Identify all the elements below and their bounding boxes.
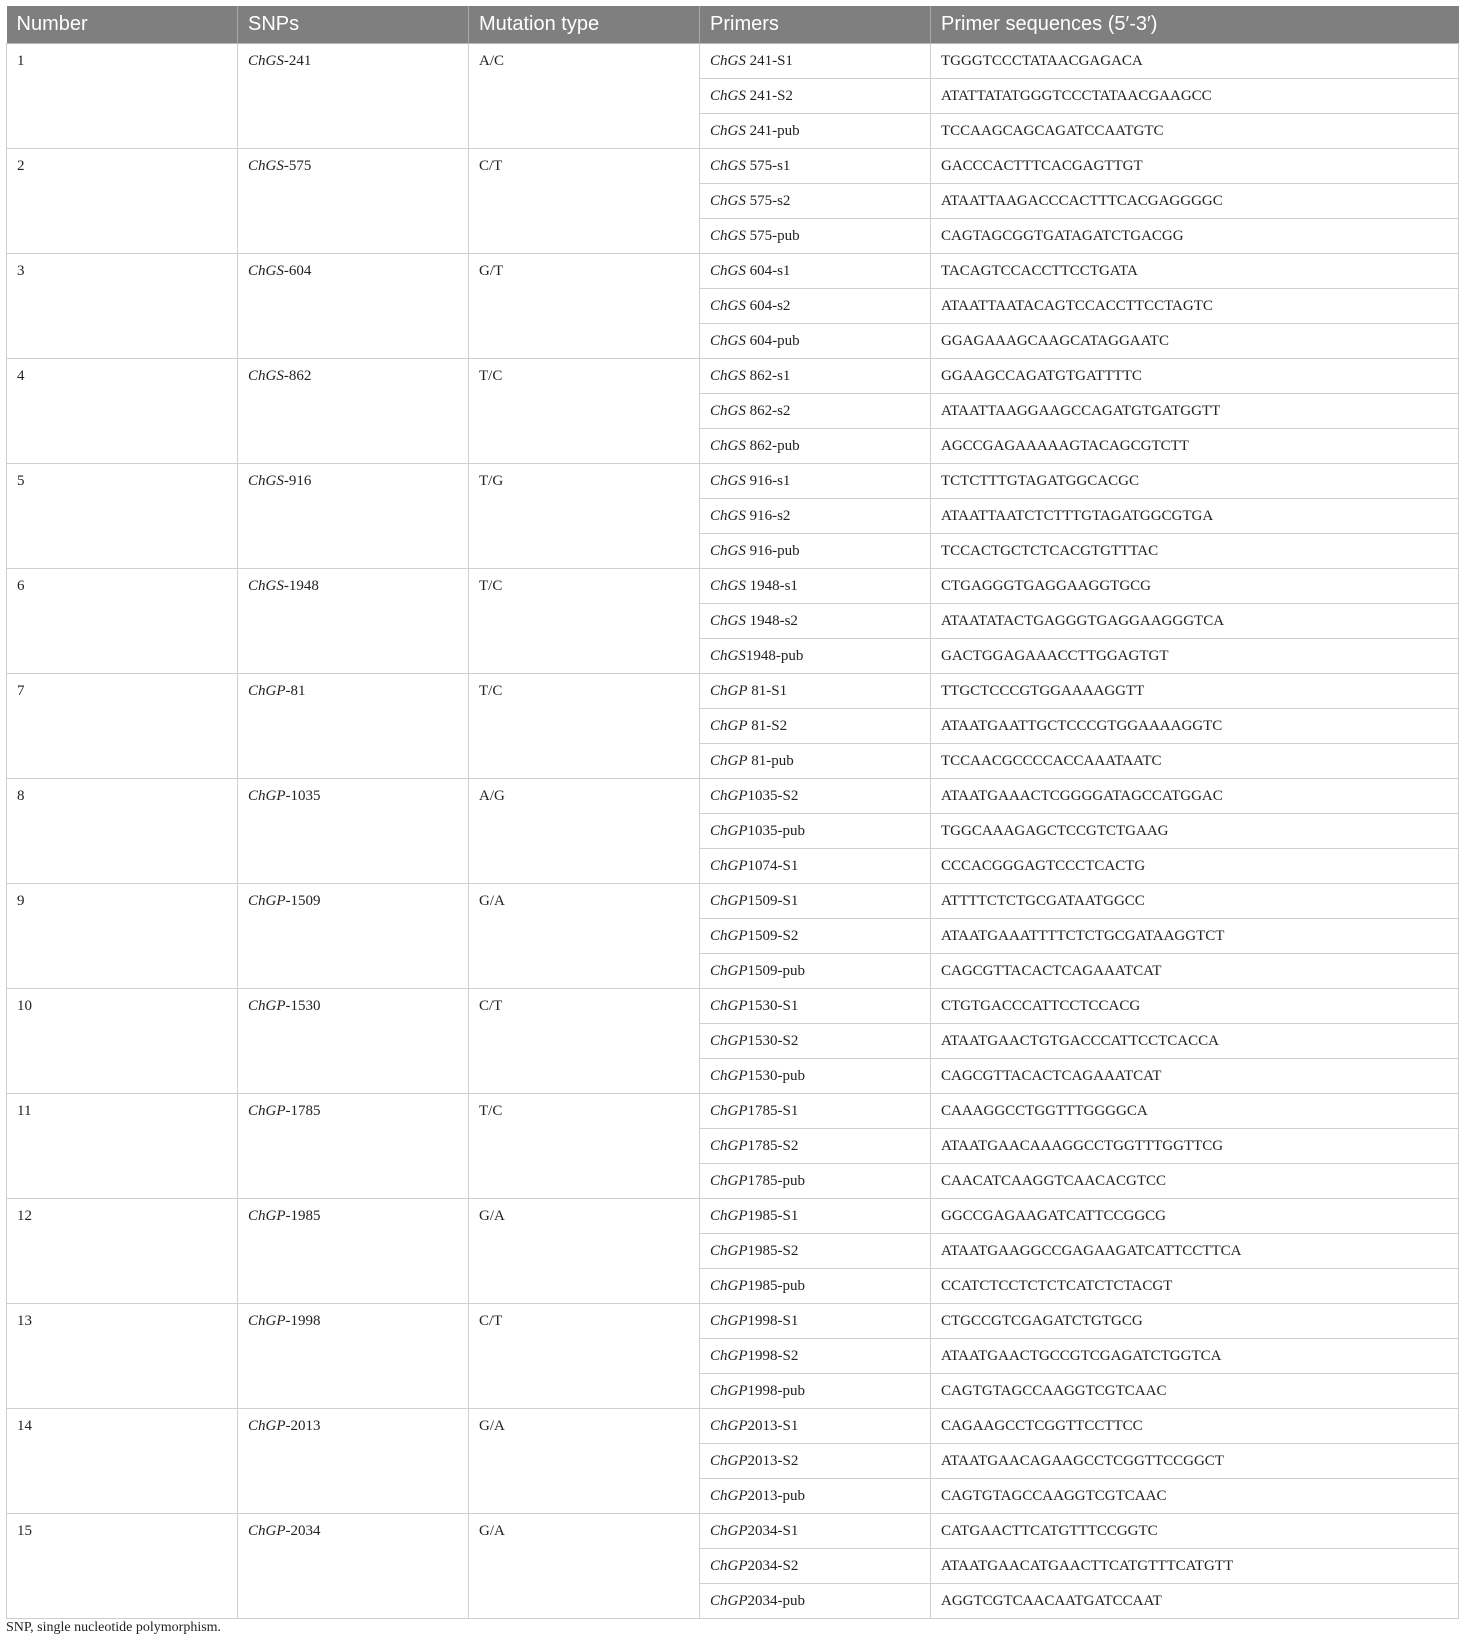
snp-gene-italic: ChGP (248, 1208, 286, 1224)
cell-mutation-type: G/A (469, 1199, 700, 1304)
primer-suffix: 2034-S1 (747, 1522, 799, 1539)
table-footnote: SNP, single nucleotide polymorphism. (6, 1620, 222, 1635)
table-row (7, 1304, 1459, 1339)
header-snps: SNPs (238, 6, 469, 44)
cell-primer-name (700, 149, 931, 184)
cell-primer-name (700, 1199, 931, 1234)
cell-mutation-type: C/T (469, 989, 700, 1094)
primer-suffix: 1509-S1 (747, 892, 799, 909)
primer-gene-italic: ChGP (710, 1417, 748, 1434)
cell-primer-name (700, 569, 931, 604)
cell-primer-name (700, 429, 931, 464)
primer-gene-italic: ChGP (710, 1102, 748, 1119)
cell-primer-sequence: ATTTTCTCTGCGATAATGGCC (931, 884, 1459, 919)
snp-position: -81 (285, 683, 306, 699)
cell-primer-name (700, 1304, 931, 1339)
cell-primer-name (700, 1269, 931, 1304)
primer-gene-italic: ChGS (710, 402, 746, 419)
primer-gene-italic: ChGS (710, 52, 746, 69)
primer-gene-italic: ChGP (710, 997, 748, 1014)
primer-suffix: 1948-s2 (745, 612, 798, 629)
cell-primer-name (700, 1059, 931, 1094)
primer-gene-italic: ChGP (710, 1207, 748, 1224)
cell-primer-sequence: CTGAGGGTGAGGAAGGTGCG (931, 569, 1459, 604)
primer-suffix: 1985-pub (747, 1277, 805, 1294)
cell-number: 12 (7, 1199, 238, 1304)
cell-primer-name (700, 849, 931, 884)
primer-suffix: 862-s1 (745, 367, 791, 384)
primer-gene-italic: ChGS (710, 122, 746, 139)
cell-primer-sequence: TACAGTCCACCTTCCTGATA (931, 254, 1459, 289)
cell-primer-sequence: ATATTATATGGGTCCCTATAACGAAGCC (931, 79, 1459, 114)
primer-gene-italic: ChGS (710, 262, 746, 279)
cell-primer-name (700, 1409, 931, 1444)
cell-number: 9 (7, 884, 238, 989)
cell-primer-name (700, 394, 931, 429)
cell-snp (238, 674, 469, 779)
snp-position: -2013 (285, 1418, 321, 1434)
cell-primer-name (700, 1024, 931, 1059)
cell-primer-sequence: TCTCTTTGTAGATGGCACGC (931, 464, 1459, 499)
cell-snp (238, 1514, 469, 1619)
cell-primer-sequence: CAGCGTTACACTCAGAAATCAT (931, 954, 1459, 989)
primer-suffix: 81-S1 (747, 682, 788, 699)
snp-primer-table (6, 6, 1459, 1619)
table-row (7, 569, 1459, 604)
primer-suffix: 81-pub (747, 752, 794, 769)
primer-gene-italic: ChGS (710, 542, 746, 559)
cell-mutation-type: T/C (469, 569, 700, 674)
cell-primer-sequence: ATAATATACTGAGGGTGAGGAAGGGTCA (931, 604, 1459, 639)
cell-primer-name (700, 814, 931, 849)
cell-primer-sequence: ATAATTAAGGAAGCCAGATGTGATGGTT (931, 394, 1459, 429)
cell-primer-sequence: GGCCGAGAAGATCATTCCGGCG (931, 1199, 1459, 1234)
primer-gene-italic: ChGP (710, 1452, 748, 1469)
cell-primer-sequence: CCATCTCCTCTCTCATCTCTACGT (931, 1269, 1459, 1304)
primer-suffix: 241-pub (745, 122, 800, 139)
primer-suffix: 241-S1 (745, 52, 793, 69)
primer-suffix: 81-S2 (747, 717, 788, 734)
snp-position: -1530 (285, 998, 321, 1014)
cell-mutation-type: G/A (469, 1514, 700, 1619)
cell-snp (238, 44, 469, 149)
primer-suffix: 1530-S1 (747, 997, 799, 1014)
cell-primer-name (700, 604, 931, 639)
cell-primer-sequence: CAACATCAAGGTCAACACGTCC (931, 1164, 1459, 1199)
primer-gene-italic: ChGS (710, 367, 746, 384)
table-row (7, 44, 1459, 79)
cell-primer-sequence: CCCACGGGAGTCCCTCACTG (931, 849, 1459, 884)
primer-suffix: 241-S2 (745, 87, 793, 104)
cell-mutation-type: C/T (469, 149, 700, 254)
primer-suffix: 916-s1 (745, 472, 791, 489)
cell-primer-name (700, 919, 931, 954)
primer-gene-italic: ChGP (710, 857, 748, 874)
cell-number: 2 (7, 149, 238, 254)
cell-primer-name (700, 1514, 931, 1549)
cell-primer-sequence: CAGCGTTACACTCAGAAATCAT (931, 1059, 1459, 1094)
cell-primer-name (700, 884, 931, 919)
snp-position: -1509 (285, 893, 321, 909)
snp-gene-italic: ChGS (248, 263, 284, 279)
cell-primer-name (700, 44, 931, 79)
cell-primer-sequence: TGGCAAAGAGCTCCGTCTGAAG (931, 814, 1459, 849)
primer-suffix: 2034-S2 (747, 1557, 799, 1574)
primer-suffix: 1785-S2 (747, 1137, 799, 1154)
primer-suffix: 1530-S2 (747, 1032, 799, 1049)
primer-suffix: 1785-pub (747, 1172, 805, 1189)
cell-snp (238, 1094, 469, 1199)
cell-snp (238, 779, 469, 884)
cell-number: 8 (7, 779, 238, 884)
cell-primer-sequence: AGCCGAGAAAAAGTACAGCGTCTT (931, 429, 1459, 464)
primer-gene-italic: ChGP (710, 682, 748, 699)
cell-primer-name (700, 1129, 931, 1164)
primer-suffix: 575-s2 (745, 192, 791, 209)
primer-gene-italic: ChGP (710, 1137, 748, 1154)
cell-number: 15 (7, 1514, 238, 1619)
primer-suffix: 916-s2 (745, 507, 791, 524)
cell-primer-sequence: TGGGTCCCTATAACGAGACA (931, 44, 1459, 79)
primer-gene-italic: ChGS (710, 507, 746, 524)
cell-primer-sequence: ATAATTAAGACCCACTTTCACGAGGGGC (931, 184, 1459, 219)
header-mutation-type: Mutation type (469, 6, 700, 44)
cell-number: 10 (7, 989, 238, 1094)
cell-mutation-type: T/C (469, 674, 700, 779)
cell-primer-sequence: ATAATGAACAAAGGCCTGGTTTGGTTCG (931, 1129, 1459, 1164)
cell-snp (238, 1199, 469, 1304)
primer-gene-italic: ChGP (710, 962, 748, 979)
cell-primer-sequence: TCCACTGCTCTCACGTGTTTAC (931, 534, 1459, 569)
snp-gene-italic: ChGS (248, 53, 284, 69)
primer-suffix: 1998-S2 (747, 1347, 799, 1364)
primer-suffix: 1998-S1 (747, 1312, 799, 1329)
cell-primer-name (700, 534, 931, 569)
cell-primer-name (700, 254, 931, 289)
primer-gene-italic: ChGP (710, 1172, 748, 1189)
cell-primer-sequence: GACCCACTTTCACGAGTTGT (931, 149, 1459, 184)
snp-position: -1785 (285, 1103, 321, 1119)
cell-number: 3 (7, 254, 238, 359)
snp-position: -604 (283, 263, 312, 279)
primer-gene-italic: ChGP (710, 717, 748, 734)
cell-snp (238, 1409, 469, 1514)
cell-primer-sequence: CTGCCGTCGAGATCTGTGCG (931, 1304, 1459, 1339)
primer-gene-italic: ChGS (710, 437, 746, 454)
table-row (7, 149, 1459, 184)
primer-suffix: 1035-pub (747, 822, 805, 839)
primer-suffix: 1530-pub (747, 1067, 805, 1084)
cell-primer-sequence: TCCAAGCAGCAGATCCAATGTC (931, 114, 1459, 149)
primer-gene-italic: ChGP (710, 1592, 748, 1609)
primer-gene-italic: ChGP (710, 1487, 748, 1504)
cell-primer-name (700, 744, 931, 779)
cell-primer-name (700, 1444, 931, 1479)
cell-snp (238, 569, 469, 674)
primer-suffix: 575-pub (745, 227, 800, 244)
cell-primer-sequence: CAGTAGCGGTGATAGATCTGACGG (931, 219, 1459, 254)
cell-primer-name (700, 709, 931, 744)
primer-suffix: 1985-S2 (747, 1242, 799, 1259)
primer-suffix: 862-s2 (745, 402, 791, 419)
cell-number: 13 (7, 1304, 238, 1409)
primer-gene-italic: ChGP (710, 1347, 748, 1364)
cell-primer-sequence: CTGTGACCCATTCCTCCACG (931, 989, 1459, 1024)
primer-gene-italic: ChGP (710, 787, 748, 804)
primer-gene-italic: ChGP (710, 822, 748, 839)
cell-primer-name (700, 1549, 931, 1584)
primer-suffix: 604-pub (745, 332, 800, 349)
snp-position: -916 (283, 473, 312, 489)
snp-gene-italic: ChGP (248, 1103, 286, 1119)
cell-primer-sequence: TCCAACGCCCCACCAAATAATC (931, 744, 1459, 779)
table-row (7, 779, 1459, 814)
cell-snp (238, 464, 469, 569)
primer-suffix: 1998-pub (747, 1382, 805, 1399)
cell-primer-sequence: ATAATGAACTGTGACCCATTCCTCACCA (931, 1024, 1459, 1059)
table-row (7, 1094, 1459, 1129)
cell-primer-sequence: ATAATTAATCTCTTTGTAGATGGCGTGA (931, 499, 1459, 534)
table-row (7, 1409, 1459, 1444)
cell-mutation-type: G/A (469, 884, 700, 989)
snp-gene-italic: ChGP (248, 683, 286, 699)
table-header (7, 6, 1459, 44)
primer-suffix: 1035-S2 (747, 787, 799, 804)
cell-primer-sequence: ATAATGAACTGCCGTCGAGATCTGGTCA (931, 1339, 1459, 1374)
cell-number: 4 (7, 359, 238, 464)
primer-gene-italic: ChGP (710, 1277, 748, 1294)
cell-primer-sequence: TTGCTCCCGTGGAAAAGGTT (931, 674, 1459, 709)
cell-primer-sequence: GGAAGCCAGATGTGATTTTC (931, 359, 1459, 394)
cell-primer-name (700, 639, 931, 674)
cell-primer-name (700, 359, 931, 394)
snp-position: -1998 (285, 1313, 321, 1329)
table-row (7, 989, 1459, 1024)
primer-gene-italic: ChGS (710, 227, 746, 244)
table-body (7, 44, 1459, 1619)
cell-primer-sequence: ATAATGAACAGAAGCCTCGGTTCCGGCT (931, 1444, 1459, 1479)
table-row (7, 674, 1459, 709)
cell-primer-name (700, 779, 931, 814)
cell-primer-sequence: CAGTGTAGCCAAGGTCGTCAAC (931, 1374, 1459, 1409)
cell-primer-name (700, 219, 931, 254)
header-primer-sequences: Primer sequences (5′-3′) (931, 6, 1459, 44)
table-row (7, 359, 1459, 394)
cell-primer-sequence: ATAATGAAACTCGGGGATAGCCATGGAC (931, 779, 1459, 814)
cell-number: 7 (7, 674, 238, 779)
snp-gene-italic: ChGS (248, 578, 284, 594)
table-row (7, 254, 1459, 289)
cell-mutation-type: C/T (469, 1304, 700, 1409)
cell-snp (238, 149, 469, 254)
cell-primer-sequence: GACTGGAGAAACCTTGGAGTGT (931, 639, 1459, 674)
cell-mutation-type: A/C (469, 44, 700, 149)
cell-primer-name (700, 1164, 931, 1199)
cell-primer-sequence: ATAATGAAATTTTCTCTGCGATAAGGTCT (931, 919, 1459, 954)
cell-mutation-type: G/A (469, 1409, 700, 1514)
table-row (7, 1199, 1459, 1234)
primer-suffix: 916-pub (745, 542, 800, 559)
primer-suffix: 1509-S2 (747, 927, 799, 944)
primer-gene-italic: ChGS (710, 87, 746, 104)
cell-snp (238, 989, 469, 1094)
primer-gene-italic: ChGP (710, 1312, 748, 1329)
table-row (7, 464, 1459, 499)
snp-gene-italic: ChGP (248, 788, 286, 804)
snp-gene-italic: ChGP (248, 1418, 286, 1434)
primer-suffix: 1985-S1 (747, 1207, 799, 1224)
primer-suffix: 862-pub (745, 437, 800, 454)
primer-gene-italic: ChGS (710, 577, 746, 594)
primer-suffix: 2013-S1 (747, 1417, 799, 1434)
primer-suffix: 1785-S1 (747, 1102, 799, 1119)
primer-gene-italic: ChGP (710, 1382, 748, 1399)
cell-primer-name (700, 1479, 931, 1514)
cell-primer-sequence: CAGTGTAGCCAAGGTCGTCAAC (931, 1479, 1459, 1514)
cell-number: 11 (7, 1094, 238, 1199)
cell-mutation-type: T/G (469, 464, 700, 569)
primer-suffix: 1948-pub (745, 647, 804, 664)
primer-gene-italic: ChGS (710, 157, 746, 174)
primer-suffix: 1509-pub (747, 962, 805, 979)
cell-number: 14 (7, 1409, 238, 1514)
cell-primer-sequence: ATAATGAAGGCCGAGAAGATCATTCCTTCA (931, 1234, 1459, 1269)
snp-position: -2034 (285, 1523, 321, 1539)
primer-gene-italic: ChGP (710, 1032, 748, 1049)
snp-position: -575 (283, 158, 312, 174)
cell-primer-sequence: CATGAACTTCATGTTTCCGGTC (931, 1514, 1459, 1549)
primer-gene-italic: ChGS (710, 472, 746, 489)
cell-mutation-type: T/C (469, 1094, 700, 1199)
snp-gene-italic: ChGP (248, 1523, 286, 1539)
primer-gene-italic: ChGS (710, 332, 746, 349)
table-container (6, 6, 1458, 1619)
primer-gene-italic: ChGS (710, 297, 746, 314)
cell-mutation-type: G/T (469, 254, 700, 359)
primer-gene-italic: ChGP (710, 752, 748, 769)
cell-snp (238, 1304, 469, 1409)
primer-suffix: 604-s1 (745, 262, 791, 279)
table-row (7, 1514, 1459, 1549)
primer-suffix: 2034-pub (747, 1592, 805, 1609)
cell-mutation-type: A/G (469, 779, 700, 884)
primer-gene-italic: ChGS (710, 612, 746, 629)
primer-suffix: 1948-s1 (745, 577, 798, 594)
primer-gene-italic: ChGP (710, 892, 748, 909)
cell-primer-name (700, 114, 931, 149)
table-row (7, 884, 1459, 919)
cell-number: 1 (7, 44, 238, 149)
snp-gene-italic: ChGP (248, 1313, 286, 1329)
cell-primer-name (700, 674, 931, 709)
snp-position: -241 (283, 53, 312, 69)
cell-primer-name (700, 1094, 931, 1129)
cell-primer-name (700, 79, 931, 114)
cell-snp (238, 359, 469, 464)
primer-gene-italic: ChGP (710, 1242, 748, 1259)
snp-gene-italic: ChGP (248, 893, 286, 909)
header-row (7, 6, 1459, 44)
cell-primer-name (700, 184, 931, 219)
primer-suffix: 1074-S1 (747, 857, 799, 874)
cell-primer-name (700, 464, 931, 499)
snp-gene-italic: ChGP (248, 998, 286, 1014)
cell-primer-sequence: ATAATGAACATGAACTTCATGTTTCATGTT (931, 1549, 1459, 1584)
primer-suffix: 2013-pub (747, 1487, 805, 1504)
snp-gene-italic: ChGS (248, 473, 284, 489)
cell-primer-name (700, 954, 931, 989)
cell-primer-name (700, 1584, 931, 1619)
cell-primer-name (700, 1339, 931, 1374)
snp-gene-italic: ChGS (248, 158, 284, 174)
cell-primer-name (700, 989, 931, 1024)
primer-gene-italic: ChGP (710, 927, 748, 944)
snp-position: -1035 (285, 788, 321, 804)
primer-suffix: 604-s2 (745, 297, 791, 314)
primer-gene-italic: ChGP (710, 1067, 748, 1084)
primer-gene-italic: ChGS (710, 647, 746, 664)
cell-primer-sequence: AGGTCGTCAACAATGATCCAAT (931, 1584, 1459, 1619)
header-number: Number (7, 6, 238, 44)
cell-number: 5 (7, 464, 238, 569)
cell-primer-sequence: CAGAAGCCTCGGTTCCTTCC (931, 1409, 1459, 1444)
cell-snp (238, 254, 469, 359)
primer-suffix: 575-s1 (745, 157, 791, 174)
cell-mutation-type: T/C (469, 359, 700, 464)
cell-number: 6 (7, 569, 238, 674)
cell-primer-name (700, 289, 931, 324)
cell-primer-name (700, 324, 931, 359)
cell-primer-sequence: CAAAGGCCTGGTTTGGGGCA (931, 1094, 1459, 1129)
primer-gene-italic: ChGS (710, 192, 746, 209)
primer-gene-italic: ChGP (710, 1557, 748, 1574)
cell-primer-name (700, 1234, 931, 1269)
cell-snp (238, 884, 469, 989)
cell-primer-name (700, 1374, 931, 1409)
primer-gene-italic: ChGP (710, 1522, 748, 1539)
snp-position: -1985 (285, 1208, 321, 1224)
primer-suffix: 2013-S2 (747, 1452, 799, 1469)
snp-position: -1948 (283, 578, 319, 594)
cell-primer-sequence: ATAATTAATACAGTCCACCTTCCTAGTC (931, 289, 1459, 324)
cell-primer-sequence: ATAATGAATTGCTCCCGTGGAAAAGGTC (931, 709, 1459, 744)
header-primers: Primers (700, 6, 931, 44)
cell-primer-name (700, 499, 931, 534)
snp-gene-italic: ChGS (248, 368, 284, 384)
cell-primer-sequence: GGAGAAAGCAAGCATAGGAATC (931, 324, 1459, 359)
snp-position: -862 (283, 368, 312, 384)
